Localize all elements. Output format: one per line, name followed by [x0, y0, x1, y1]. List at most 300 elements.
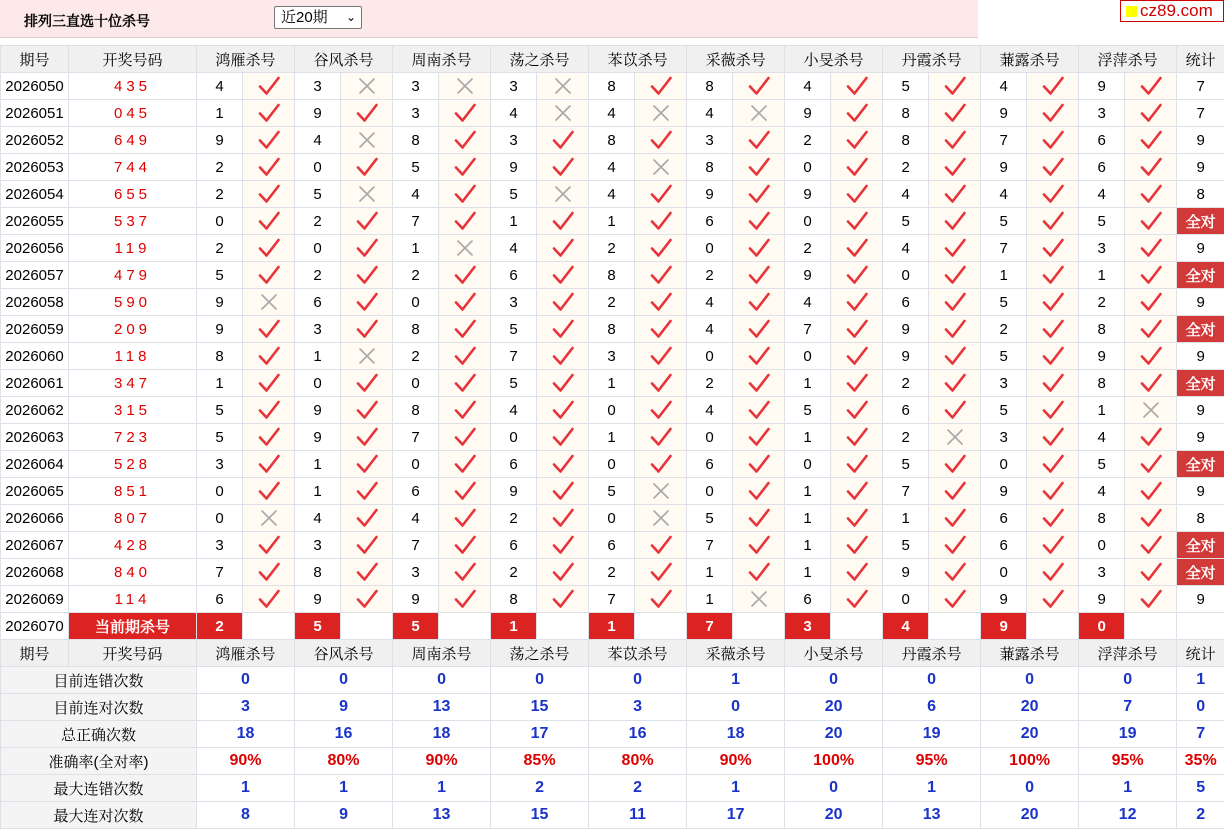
check-icon — [452, 532, 478, 558]
kill-number: 9 — [197, 289, 243, 316]
check-icon — [1138, 532, 1164, 558]
kill-number: 4 — [197, 73, 243, 100]
kill-number: 2 — [295, 262, 341, 289]
result-correct — [831, 316, 883, 343]
page-title: 排列三直选十位杀号 — [24, 13, 150, 29]
kill-number: 9 — [785, 181, 831, 208]
check-icon — [1040, 397, 1066, 423]
issue-number: 2026062 — [1, 397, 69, 424]
expert-header: 谷风杀号 — [295, 640, 393, 667]
cross-icon — [452, 235, 478, 261]
result-correct — [733, 424, 785, 451]
summary-label: 最大连错次数 — [1, 775, 197, 802]
site-logo[interactable] — [1120, 0, 1224, 22]
check-icon — [1138, 478, 1164, 504]
kill-number: 4 — [589, 100, 635, 127]
kill-number: 6 — [981, 532, 1027, 559]
result-wrong — [537, 73, 589, 100]
kill-number: 5 — [981, 397, 1027, 424]
check-icon — [550, 532, 576, 558]
result-correct — [1125, 586, 1177, 613]
check-icon — [256, 370, 282, 396]
current-kill-number: 2 — [197, 613, 243, 640]
result-correct — [1125, 100, 1177, 127]
table-row — [1, 181, 1224, 208]
cross-icon — [256, 505, 282, 531]
check-icon — [648, 343, 674, 369]
summary-value: 15 — [491, 802, 589, 829]
current-kill-spacer — [831, 613, 883, 640]
check-icon — [354, 559, 380, 585]
kill-number: 9 — [883, 343, 929, 370]
kill-number: 8 — [687, 154, 733, 181]
result-wrong — [439, 235, 491, 262]
cross-icon — [1138, 397, 1164, 423]
result-correct — [929, 586, 981, 613]
result-wrong — [341, 73, 393, 100]
result-correct — [439, 478, 491, 505]
check-icon — [550, 343, 576, 369]
check-icon — [1138, 208, 1164, 234]
summary-value: 0 — [1177, 694, 1224, 721]
summary-label: 目前连错次数 — [1, 667, 197, 694]
check-icon — [452, 208, 478, 234]
cross-icon — [256, 289, 282, 315]
summary-label: 最大连对次数 — [1, 802, 197, 829]
summary-value: 20 — [981, 721, 1079, 748]
current-kill-number: 1 — [491, 613, 537, 640]
result-correct — [537, 505, 589, 532]
check-icon — [1040, 478, 1066, 504]
expert-header: 鸿雁杀号 — [197, 46, 295, 73]
kill-number: 3 — [295, 316, 341, 343]
result-correct — [341, 154, 393, 181]
check-icon — [746, 451, 772, 477]
table-row — [1, 262, 1224, 289]
check-icon — [354, 397, 380, 423]
check-icon — [550, 208, 576, 234]
draw-number: 114 — [69, 586, 197, 613]
kill-number: 6 — [197, 586, 243, 613]
summary-row — [1, 748, 1224, 775]
draw-number: 479 — [69, 262, 197, 289]
summary-value: 1 — [295, 775, 393, 802]
check-icon — [844, 586, 870, 612]
result-correct — [243, 181, 295, 208]
draw-number: 851 — [69, 478, 197, 505]
result-correct — [733, 127, 785, 154]
kill-number: 4 — [785, 289, 831, 316]
result-correct — [341, 316, 393, 343]
row-stat: 9 — [1177, 127, 1224, 154]
result-correct — [1027, 127, 1079, 154]
kill-number: 4 — [295, 127, 341, 154]
period-select[interactable] — [274, 6, 362, 29]
kill-number: 5 — [393, 154, 439, 181]
kill-number: 3 — [197, 451, 243, 478]
issue-number: 2026050 — [1, 73, 69, 100]
summary-value: 1 — [1079, 775, 1177, 802]
result-correct — [831, 208, 883, 235]
table-row — [1, 316, 1224, 343]
kill-number: 7 — [197, 559, 243, 586]
check-icon — [1040, 505, 1066, 531]
kill-number: 3 — [393, 100, 439, 127]
check-icon — [256, 478, 282, 504]
kill-number: 1 — [589, 424, 635, 451]
result-correct — [831, 100, 883, 127]
check-icon — [1138, 424, 1164, 450]
summary-value: 0 — [491, 667, 589, 694]
check-icon — [746, 316, 772, 342]
check-icon — [844, 532, 870, 558]
result-correct — [439, 505, 491, 532]
summary-value: 0 — [785, 667, 883, 694]
result-correct — [439, 397, 491, 424]
summary-value: 9 — [295, 802, 393, 829]
draw-number: 435 — [69, 73, 197, 100]
result-correct — [1125, 235, 1177, 262]
check-icon — [1138, 559, 1164, 585]
result-correct — [537, 289, 589, 316]
check-icon — [844, 559, 870, 585]
expert-header: 蒹露杀号 — [981, 640, 1079, 667]
kill-number: 3 — [981, 424, 1027, 451]
result-correct — [831, 424, 883, 451]
result-correct — [243, 73, 295, 100]
result-correct — [1027, 505, 1079, 532]
summary-value: 18 — [393, 721, 491, 748]
kill-number: 1 — [197, 370, 243, 397]
check-icon — [746, 289, 772, 315]
kill-number: 2 — [785, 127, 831, 154]
result-correct — [243, 127, 295, 154]
check-icon — [1138, 586, 1164, 612]
result-correct — [1027, 235, 1079, 262]
kill-number: 0 — [393, 370, 439, 397]
current-kill-spacer — [341, 613, 393, 640]
check-icon — [746, 127, 772, 153]
check-icon — [1040, 262, 1066, 288]
kill-number: 9 — [981, 586, 1027, 613]
chevron-down-icon: ⌄ — [345, 10, 356, 24]
summary-value: 100% — [785, 748, 883, 775]
kill-number: 8 — [393, 127, 439, 154]
summary-value: 17 — [491, 721, 589, 748]
result-correct — [635, 73, 687, 100]
result-correct — [831, 397, 883, 424]
result-correct — [341, 478, 393, 505]
result-correct — [929, 451, 981, 478]
check-icon — [1138, 451, 1164, 477]
kill-number: 4 — [687, 100, 733, 127]
row-stat: 9 — [1177, 586, 1224, 613]
result-correct — [733, 289, 785, 316]
check-icon — [550, 586, 576, 612]
check-icon — [746, 505, 772, 531]
current-kill-spacer — [243, 613, 295, 640]
check-icon — [452, 586, 478, 612]
result-correct — [537, 424, 589, 451]
check-icon — [256, 154, 282, 180]
draw-number: 807 — [69, 505, 197, 532]
check-icon — [550, 451, 576, 477]
kill-number: 0 — [785, 343, 831, 370]
kill-number: 0 — [589, 505, 635, 532]
kill-number: 5 — [197, 397, 243, 424]
table-row — [1, 478, 1224, 505]
result-correct — [929, 181, 981, 208]
kill-number: 8 — [687, 73, 733, 100]
check-icon — [648, 235, 674, 261]
kill-number: 5 — [981, 343, 1027, 370]
result-correct — [831, 235, 883, 262]
result-correct — [1125, 451, 1177, 478]
summary-value: 20 — [981, 802, 1079, 829]
kill-number: 2 — [393, 262, 439, 289]
check-icon — [354, 235, 380, 261]
summary-value: 90% — [687, 748, 785, 775]
kill-number: 0 — [197, 208, 243, 235]
result-correct — [537, 559, 589, 586]
result-wrong — [733, 586, 785, 613]
issue-number: 2026064 — [1, 451, 69, 478]
kill-number: 0 — [687, 424, 733, 451]
check-icon — [1040, 370, 1066, 396]
kill-number: 6 — [491, 451, 537, 478]
logo-square-icon — [1126, 6, 1137, 17]
check-icon — [550, 154, 576, 180]
stats-header: 统计 — [1177, 46, 1224, 73]
summary-value: 95% — [1079, 748, 1177, 775]
result-correct — [929, 559, 981, 586]
summary-value: 7 — [1177, 721, 1224, 748]
kill-number: 4 — [1079, 424, 1125, 451]
summary-row — [1, 802, 1224, 829]
check-icon — [942, 451, 968, 477]
cross-icon — [354, 181, 380, 207]
check-icon — [942, 505, 968, 531]
check-icon — [648, 208, 674, 234]
summary-row — [1, 775, 1224, 802]
summary-row — [1, 667, 1224, 694]
cross-icon — [648, 154, 674, 180]
check-icon — [256, 73, 282, 99]
summary-value: 2 — [491, 775, 589, 802]
result-correct — [635, 397, 687, 424]
draw-number: 744 — [69, 154, 197, 181]
row-stat: 7 — [1177, 73, 1224, 100]
row-stat: 全对 — [1177, 316, 1224, 343]
kill-number: 9 — [197, 316, 243, 343]
result-correct — [537, 316, 589, 343]
result-correct — [1027, 451, 1079, 478]
draw-header: 开奖号码 — [69, 640, 197, 667]
summary-value: 8 — [197, 802, 295, 829]
result-correct — [537, 532, 589, 559]
check-icon — [256, 181, 282, 207]
result-correct — [929, 343, 981, 370]
kill-number: 6 — [687, 208, 733, 235]
result-correct — [929, 478, 981, 505]
result-correct — [1125, 73, 1177, 100]
result-correct — [635, 127, 687, 154]
kill-number: 9 — [295, 586, 341, 613]
cross-icon — [354, 343, 380, 369]
kill-number: 4 — [883, 235, 929, 262]
current-kill-number: 0 — [1079, 613, 1125, 640]
kill-number: 9 — [785, 100, 831, 127]
check-icon — [550, 235, 576, 261]
check-icon — [746, 208, 772, 234]
issue-number: 2026060 — [1, 343, 69, 370]
kill-number: 2 — [589, 289, 635, 316]
check-icon — [354, 586, 380, 612]
result-correct — [929, 532, 981, 559]
check-icon — [1138, 505, 1164, 531]
row-stat: 9 — [1177, 289, 1224, 316]
draw-number: 118 — [69, 343, 197, 370]
result-correct — [439, 343, 491, 370]
result-wrong — [243, 289, 295, 316]
summary-value: 2 — [589, 775, 687, 802]
row-stat: 全对 — [1177, 262, 1224, 289]
result-correct — [635, 424, 687, 451]
cross-icon — [550, 73, 576, 99]
check-icon — [1040, 235, 1066, 261]
result-correct — [341, 532, 393, 559]
current-row — [1, 613, 1224, 640]
current-kill-spacer — [537, 613, 589, 640]
check-icon — [942, 154, 968, 180]
result-correct — [635, 316, 687, 343]
row-stat: 9 — [1177, 424, 1224, 451]
result-correct — [929, 235, 981, 262]
result-wrong — [537, 181, 589, 208]
kill-number: 3 — [1079, 235, 1125, 262]
expert-header: 小旻杀号 — [785, 640, 883, 667]
summary-value: 1 — [197, 775, 295, 802]
check-icon — [1138, 316, 1164, 342]
kill-number: 4 — [687, 289, 733, 316]
check-icon — [452, 478, 478, 504]
result-correct — [1125, 370, 1177, 397]
result-wrong — [341, 343, 393, 370]
result-correct — [929, 154, 981, 181]
result-correct — [341, 289, 393, 316]
check-icon — [1138, 289, 1164, 315]
issue-number: 2026065 — [1, 478, 69, 505]
kill-number: 9 — [491, 478, 537, 505]
check-icon — [746, 532, 772, 558]
check-icon — [256, 262, 282, 288]
result-correct — [635, 181, 687, 208]
result-correct — [831, 73, 883, 100]
check-icon — [452, 370, 478, 396]
result-correct — [1125, 127, 1177, 154]
kill-number-table — [0, 45, 1224, 829]
result-correct — [1125, 289, 1177, 316]
table-row — [1, 559, 1224, 586]
kill-number: 0 — [589, 397, 635, 424]
result-correct — [831, 343, 883, 370]
kill-number: 9 — [393, 586, 439, 613]
issue-number: 2026069 — [1, 586, 69, 613]
issue-number: 2026052 — [1, 127, 69, 154]
summary-value: 13 — [393, 694, 491, 721]
kill-number: 1 — [491, 208, 537, 235]
check-icon — [256, 316, 282, 342]
summary-value: 0 — [295, 667, 393, 694]
result-correct — [831, 154, 883, 181]
result-correct — [929, 73, 981, 100]
kill-number: 0 — [393, 289, 439, 316]
check-icon — [942, 586, 968, 612]
kill-number: 2 — [687, 262, 733, 289]
check-icon — [942, 262, 968, 288]
result-correct — [831, 478, 883, 505]
summary-value: 35% — [1177, 748, 1224, 775]
check-icon — [1040, 586, 1066, 612]
result-correct — [1027, 532, 1079, 559]
summary-value: 0 — [589, 667, 687, 694]
result-correct — [537, 127, 589, 154]
check-icon — [746, 424, 772, 450]
table-row — [1, 532, 1224, 559]
summary-value: 1 — [883, 775, 981, 802]
cross-icon — [648, 478, 674, 504]
result-correct — [1027, 154, 1079, 181]
kill-number: 1 — [589, 370, 635, 397]
check-icon — [844, 181, 870, 207]
kill-number: 2 — [1079, 289, 1125, 316]
expert-header: 鸿雁杀号 — [197, 640, 295, 667]
check-icon — [452, 154, 478, 180]
expert-header: 谷风杀号 — [295, 46, 393, 73]
header-row-repeat — [1, 640, 1224, 667]
check-icon — [1040, 154, 1066, 180]
kill-number: 1 — [785, 370, 831, 397]
expert-header: 蒹露杀号 — [981, 46, 1079, 73]
table-row — [1, 73, 1224, 100]
result-correct — [733, 532, 785, 559]
result-correct — [1027, 424, 1079, 451]
kill-number: 3 — [1079, 100, 1125, 127]
check-icon — [648, 424, 674, 450]
result-correct — [1027, 262, 1079, 289]
check-icon — [1040, 343, 1066, 369]
current-kill-spacer — [635, 613, 687, 640]
draw-number: 528 — [69, 451, 197, 478]
result-correct — [439, 559, 491, 586]
result-correct — [537, 478, 589, 505]
cross-icon — [648, 100, 674, 126]
draw-number: 723 — [69, 424, 197, 451]
check-icon — [746, 370, 772, 396]
kill-number: 5 — [883, 451, 929, 478]
kill-number: 7 — [589, 586, 635, 613]
kill-number: 8 — [295, 559, 341, 586]
cross-icon — [942, 424, 968, 450]
summary-value: 1 — [393, 775, 491, 802]
kill-number: 4 — [393, 505, 439, 532]
result-correct — [243, 370, 295, 397]
kill-number: 4 — [687, 316, 733, 343]
summary-value: 16 — [295, 721, 393, 748]
check-icon — [550, 370, 576, 396]
issue-number: 2026054 — [1, 181, 69, 208]
draw-number: 537 — [69, 208, 197, 235]
